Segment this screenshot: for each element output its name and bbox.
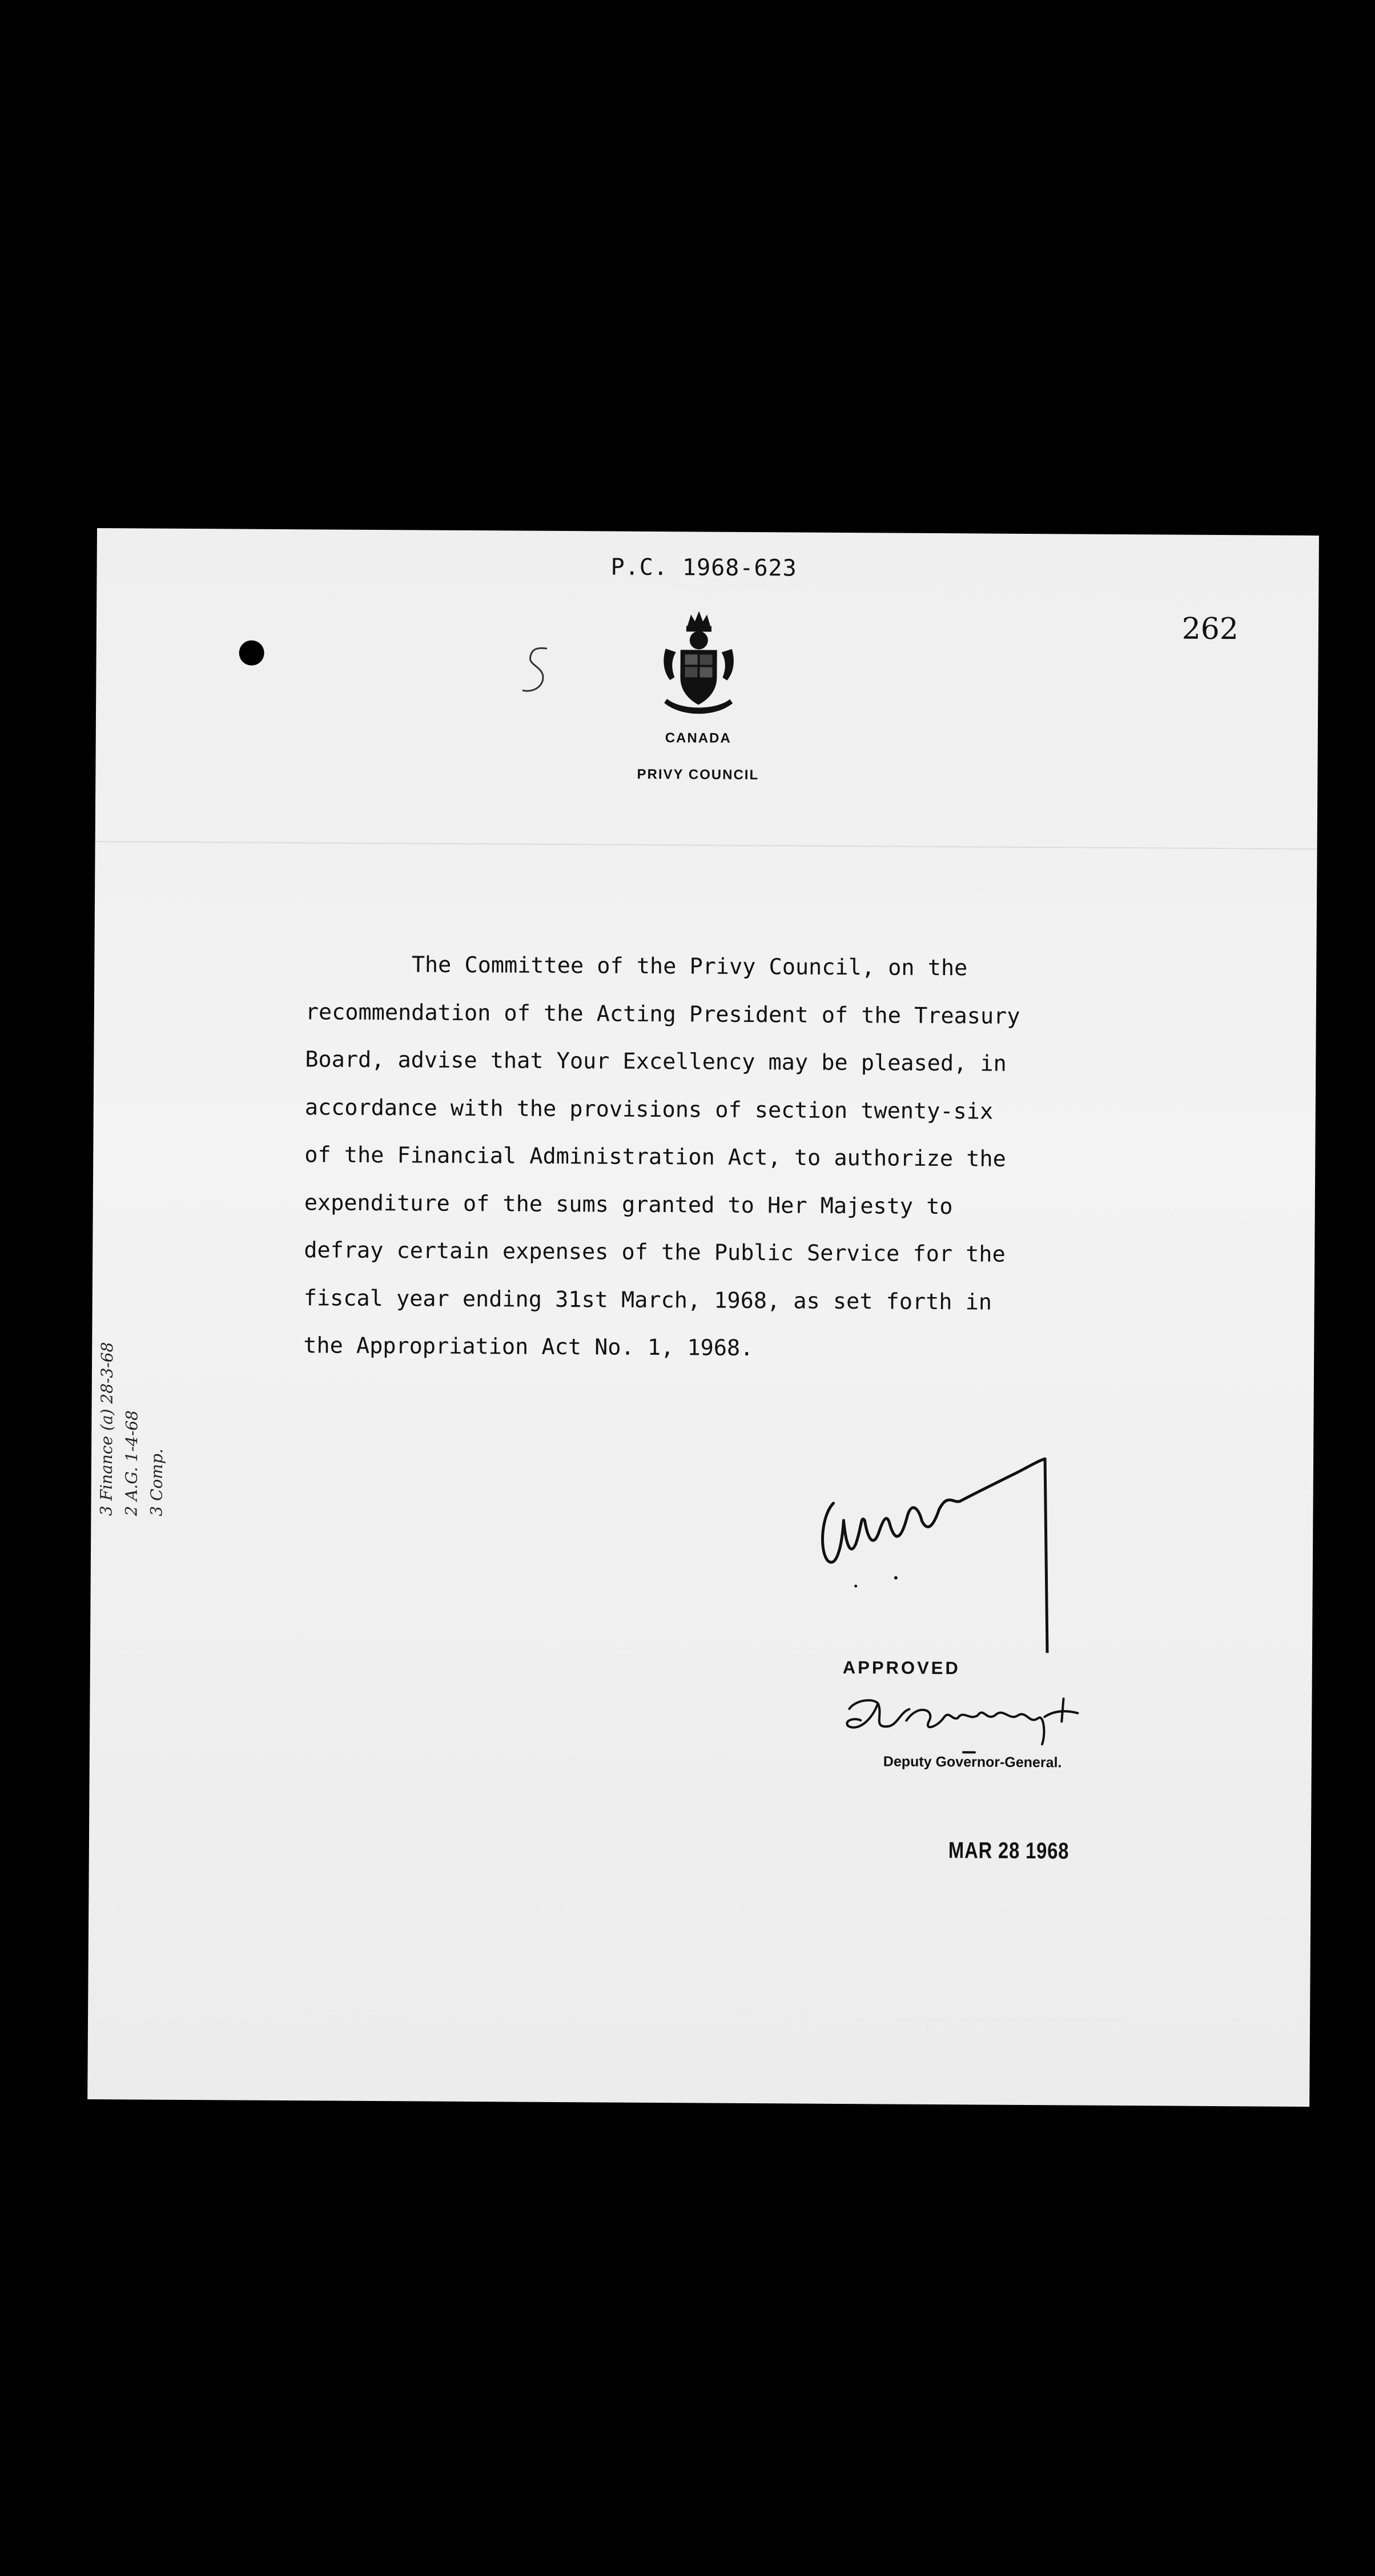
margin-note-line: 2 A.G. 1-4-68 [122, 1410, 142, 1516]
order-number: P.C. 1968-623 [610, 554, 797, 582]
header-country: CANADA [665, 730, 731, 746]
handwritten-margin-note [97, 1219, 195, 1516]
body-line: expenditure of the sums granted to Her Majesty to [304, 1189, 953, 1219]
document-page [87, 528, 1319, 2107]
body-line: accordance with the provisions of section twenty-six [304, 1094, 994, 1125]
body-line: Board, advise that Your Excellency may be pleased, in [305, 1046, 1007, 1077]
punch-hole [239, 641, 264, 666]
body-line: The Committee of the Privy Council, on the [305, 951, 968, 981]
body-line: of the Financial Administration Act, to authorize the [304, 1142, 1006, 1172]
deputy-governor-signature [838, 1686, 1101, 1765]
deputy-governor-title: Deputy Governor-General. [883, 1753, 1062, 1771]
body-line: fiscal year ending 31st March, 1968, as set forth in [303, 1285, 992, 1315]
margin-note-line: 3 Finance (a) 28-3-68 [97, 1342, 117, 1516]
header-office: PRIVY COUNCIL [637, 766, 759, 783]
coat-of-arms-icon [658, 609, 739, 721]
fold-line [95, 841, 1317, 850]
council-signature [810, 1435, 1074, 1656]
pencil-mark-five [518, 645, 553, 699]
margin-note-line: 3 Comp. [147, 1448, 167, 1516]
body-line: recommendation of the Acting President of the Treasury [305, 999, 1020, 1029]
body-line: defray certain expenses of the Public Service for the [304, 1237, 1006, 1267]
approved-label: APPROVED [842, 1657, 960, 1679]
order-body-text [303, 940, 1117, 1374]
body-line: the Appropriation Act No. 1, 1968. [303, 1333, 754, 1362]
date-stamp: MAR 28 1968 [948, 1838, 1070, 1864]
page-number: 262 [1181, 611, 1239, 647]
